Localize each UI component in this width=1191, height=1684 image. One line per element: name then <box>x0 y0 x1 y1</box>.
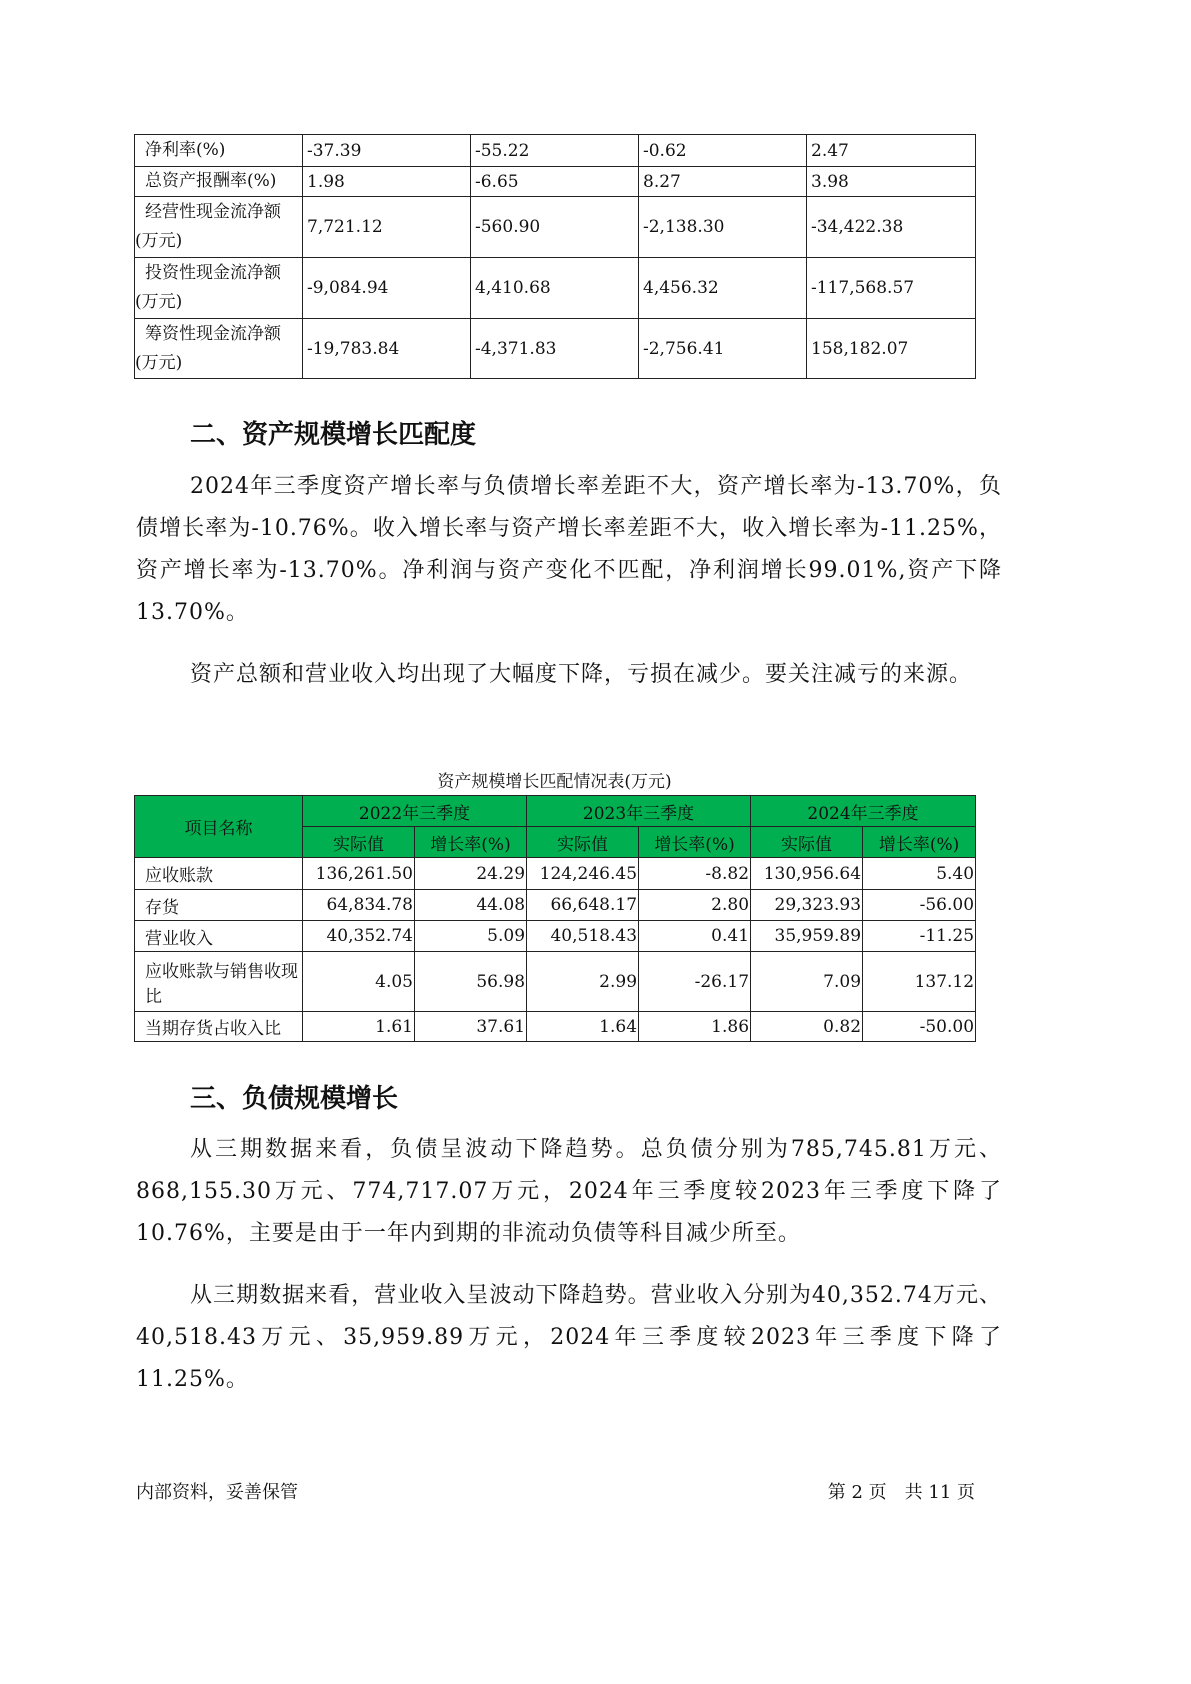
cell: -26.17 <box>639 952 751 1012</box>
table-row <box>135 952 976 1012</box>
cell: 124,246.45 <box>527 858 639 890</box>
sub-header: 实际值 <box>303 827 415 858</box>
paragraph: 资产总额和营业收入均出现了大幅度下降，亏损在减少。要关注减亏的来源。 <box>190 662 973 687</box>
cell: -0.62 <box>639 135 807 167</box>
cell: 35,959.89 <box>751 921 863 952</box>
table-row <box>135 890 976 921</box>
cell: 5.40 <box>863 858 976 890</box>
cell: 4.05 <box>303 952 415 1012</box>
header-row <box>135 796 976 827</box>
cell: 137.12 <box>863 952 976 1012</box>
financial-ratio-table <box>134 134 976 379</box>
table-row <box>135 167 976 197</box>
cell: -34,422.38 <box>807 197 976 258</box>
cell: 37.61 <box>415 1012 527 1042</box>
row-label: 营业收入 <box>135 921 303 952</box>
paragraph: 从三期数据来看，负债呈波动下降趋势。总负债分别为785,745.81万元、868,155.30万元、774,717.07万元，2024年三季度较2023年三季度下降了10.76%，主要是由于一年内到期的非流动负债等科目减少所至。 <box>136 1137 1002 1246</box>
cell: 66,648.17 <box>527 890 639 921</box>
table-row <box>135 319 976 379</box>
table-row <box>135 258 976 319</box>
cell: 64,834.78 <box>303 890 415 921</box>
cell: 158,182.07 <box>807 319 976 379</box>
section-heading: 三、负债规模增长 <box>190 1084 399 1114</box>
page-number: 第 2 页 共 11 页 <box>827 1482 975 1503</box>
sub-header: 增长率(%) <box>639 827 751 858</box>
row-label: 当期存货占收入比 <box>135 1012 303 1042</box>
row-label: 应收账款与销售收现比 <box>135 952 303 1012</box>
cell: -2,138.30 <box>639 197 807 258</box>
cell: 24.29 <box>415 858 527 890</box>
cell: 1.86 <box>639 1012 751 1042</box>
cell: 1.64 <box>527 1012 639 1042</box>
sub-header: 实际值 <box>751 827 863 858</box>
cell: 2.47 <box>807 135 976 167</box>
cell: -560.90 <box>471 197 639 258</box>
section-heading: 二、资产规模增长匹配度 <box>190 420 477 450</box>
row-label: 经营性现金流净额(万元) <box>135 197 303 258</box>
table-caption: 资产规模增长匹配情况表(万元) <box>437 772 672 792</box>
cell: 8.27 <box>639 167 807 197</box>
cell: 136,261.50 <box>303 858 415 890</box>
table-row <box>135 135 976 167</box>
asset-growth-table <box>134 795 976 1042</box>
cell: -2,756.41 <box>639 319 807 379</box>
cell: -37.39 <box>303 135 471 167</box>
table-row <box>135 921 976 952</box>
sub-header: 实际值 <box>527 827 639 858</box>
row-label: 净利率(%) <box>135 135 303 167</box>
sub-header: 增长率(%) <box>863 827 976 858</box>
cell: 7.09 <box>751 952 863 1012</box>
cell: -4,371.83 <box>471 319 639 379</box>
cell: -9,084.94 <box>303 258 471 319</box>
cell: 2.80 <box>639 890 751 921</box>
cell: 3.98 <box>807 167 976 197</box>
cell: 4,410.68 <box>471 258 639 319</box>
row-label: 存货 <box>135 890 303 921</box>
cell: -117,568.57 <box>807 258 976 319</box>
period-header: 2024年三季度 <box>751 796 976 827</box>
cell: 7,721.12 <box>303 197 471 258</box>
cell: -11.25 <box>863 921 976 952</box>
cell: -8.82 <box>639 858 751 890</box>
table-row <box>135 858 976 890</box>
cell: -55.22 <box>471 135 639 167</box>
paragraph: 从三期数据来看，营业收入呈波动下降趋势。营业收入分别为40,352.74万元、40,518.43万元、35,959.89万元，2024年三季度较2023年三季度下降了11.25%。 <box>136 1283 1002 1392</box>
cell: 29,323.93 <box>751 890 863 921</box>
cell: -50.00 <box>863 1012 976 1042</box>
cell: -19,783.84 <box>303 319 471 379</box>
cell: 0.82 <box>751 1012 863 1042</box>
cell: 5.09 <box>415 921 527 952</box>
cell: 1.98 <box>303 167 471 197</box>
cell: -56.00 <box>863 890 976 921</box>
item-header: 项目名称 <box>135 796 303 858</box>
paragraph: 2024年三季度资产增长率与负债增长率差距不大，资产增长率为-13.70%，负债增长率为-10.76%。收入增长率与资产增长率差距不大，收入增长率为-11.25%，资产增长率为-13.70%。净利润与资产变化不匹配，净利润增长99.01%,资产下降13.70%。 <box>136 474 1002 625</box>
cell: 2.99 <box>527 952 639 1012</box>
row-label: 应收账款 <box>135 858 303 890</box>
footer-confidential: 内部资料，妥善保管 <box>136 1482 298 1503</box>
cell: 1.61 <box>303 1012 415 1042</box>
cell: 56.98 <box>415 952 527 1012</box>
cell: 40,352.74 <box>303 921 415 952</box>
cell: 0.41 <box>639 921 751 952</box>
period-header: 2023年三季度 <box>527 796 751 827</box>
cell: 4,456.32 <box>639 258 807 319</box>
row-label: 筹资性现金流净额(万元) <box>135 319 303 379</box>
table-row <box>135 197 976 258</box>
table-row <box>135 1012 976 1042</box>
cell: 40,518.43 <box>527 921 639 952</box>
sub-header: 增长率(%) <box>415 827 527 858</box>
cell: 130,956.64 <box>751 858 863 890</box>
period-header: 2022年三季度 <box>303 796 527 827</box>
cell: -6.65 <box>471 167 639 197</box>
cell: 44.08 <box>415 890 527 921</box>
row-label: 总资产报酬率(%) <box>135 167 303 197</box>
row-label: 投资性现金流净额(万元) <box>135 258 303 319</box>
